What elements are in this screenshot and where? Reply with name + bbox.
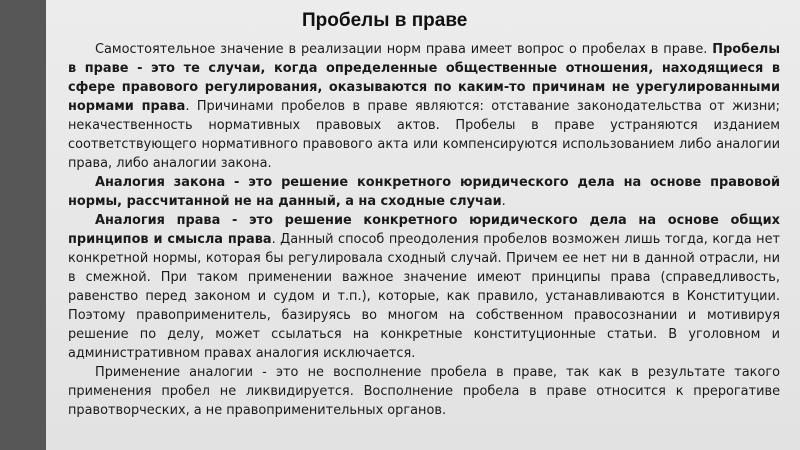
definition-analogy-of-law: Аналогия права - это решение конкретного юридического дела на основе общих принципов и смысла права [68, 213, 780, 247]
paragraph-text: . Причинами пробелов в праве являются: отставание законодательства от жизни; некачественность нормативных правовых актов. Пробелы в праве устраняются изданием соответствующего нормативного правового акта или компенсируются использованием либо аналогии права, либо аналогии закона. [68, 99, 780, 171]
paragraph-application-of-analogy: Применение аналогии - это не восполнение пробела в праве, так как в результате такого применения пробел не ликвидируется. Восполнение пробела в праве относится к прерогативе правотворческих, а не правоприменительных органов. [68, 365, 780, 418]
slide-title: Пробелы в праве [302, 10, 468, 31]
paragraph-analogy-of-statute [68, 173, 780, 211]
paragraph-text: . Данный способ преодоления пробелов возможен лишь тогда, когда нет конкретной нормы, которая бы регулировала сходный случай. Причем ее нет ни в данной отрасли, ни в смежной. При таком применении важное значение имеют принципы права (справедливость, равенство перед законом и судом и т.п.), которые, как правило, устанавливаются в Конституции. Поэтому правоприменитель, базируясь во многом на собственном правосознании и мотивируя решение по делу, может ссылаться на конкретные конституционные статьи. В уголовном и административном правах аналогия исключается. [68, 232, 781, 361]
definition-analogy-of-statute: Аналогия закона - это решение конкретного юридического дела на основе правовой нормы, рассчитанной не на данный, а на сходные случаи [68, 175, 780, 209]
definition-gaps-in-law: Пробелы в праве - это те случаи, когда определенные общественные отношения, находящиеся в сфере правового регулирования, оказываются по каким-то причинам не урегулированными нормами права [68, 42, 780, 114]
paragraph-text: . [501, 194, 506, 209]
slide-body [68, 40, 780, 420]
paragraph-lead: Самостоятельное значение в реализации норм права имеет вопрос о пробелах в праве. [95, 42, 713, 57]
paragraph-gaps-definition [68, 40, 780, 173]
paragraph-analogy-of-law [68, 211, 780, 363]
left-accent-bar [0, 0, 46, 450]
